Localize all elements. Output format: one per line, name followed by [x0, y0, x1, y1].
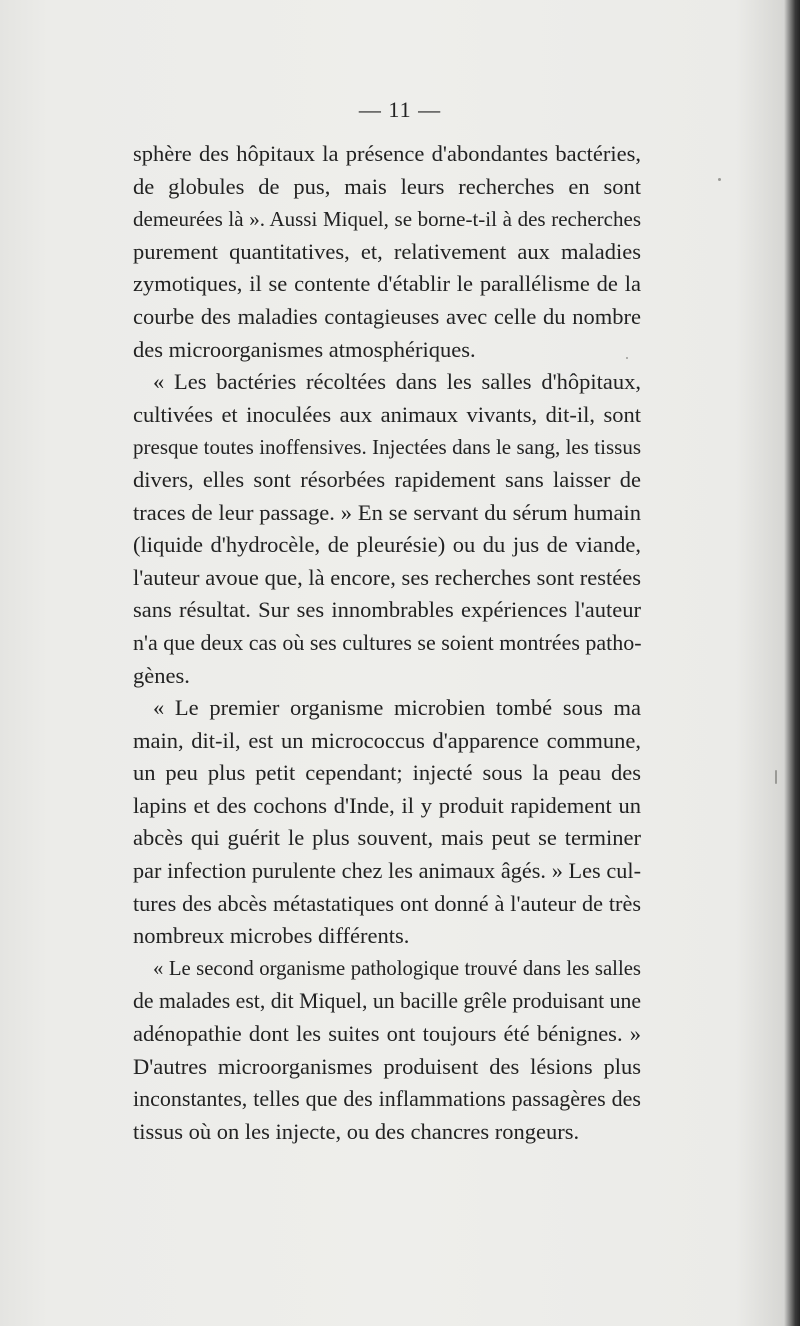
text-line: gènes.	[133, 662, 190, 688]
text-line: « Le premier organisme microbien tombé sous ma	[153, 695, 641, 721]
text-line: courbe des maladies contagieuses avec celle du nombre	[133, 303, 641, 329]
text-line: divers, elles sont résorbées rapidement sans laisser de	[133, 466, 641, 492]
text-line: tures des abcès métastatiques ont donné à l'auteur de très	[133, 890, 641, 916]
paper-speck	[775, 770, 777, 784]
text-line: nombreux microbes différents.	[133, 923, 410, 949]
text-line: sphère des hôpitaux la présence d'abondantes bactéries,	[133, 141, 641, 166]
text-line: (liquide d'hydrocèle, de pleurésie) ou du jus de viande,	[133, 532, 641, 558]
text-line: cultivées et inoculées aux animaux vivants, dit-il, sont	[133, 401, 641, 427]
text-line: abcès qui guérit le plus souvent, mais peut se terminer	[133, 825, 641, 851]
text-line: des microorganismes atmosphériques.	[133, 336, 476, 362]
page-number-header: — 11 —	[358, 97, 442, 122]
text-line: purement quantitatives, et, relativement aux maladies	[133, 238, 641, 264]
text-line: demeurées là ». Aussi Miquel, se borne-t-il à des recherches	[133, 207, 641, 232]
text-line: lapins et des cochons d'Inde, il y produit rapidement un	[133, 792, 641, 818]
paper-speck	[718, 178, 721, 181]
paper-speck	[626, 357, 628, 359]
text-line: sans résultat. Sur ses innombrables expériences l'auteur	[133, 597, 641, 623]
text-line: « Le second organisme pathologique trouvé dans les salles	[153, 957, 641, 980]
text-line: de malades est, dit Miquel, un bacille grêle produisant une	[133, 989, 641, 1014]
body-text	[133, 138, 641, 1148]
text-line: « Les bactéries récoltées dans les salles d'hôpitaux,	[153, 369, 641, 395]
text-line: de globules de pus, mais leurs recherches en sont	[133, 173, 641, 199]
text-line: traces de leur passage. » En se servant du sérum humain	[133, 499, 641, 525]
text-line: un peu plus petit cependant; injecté sous la peau des	[133, 760, 641, 786]
text-line: inconstantes, telles que des inflammations passagères des	[133, 1086, 641, 1112]
text-line: presque toutes inoffensives. Injectées dans le sang, les tissus	[133, 435, 641, 460]
text-line: adénopathie dont les suites ont toujours été bénignes. »	[133, 1021, 641, 1047]
text-line: n'a que deux cas où ses cultures se soient montrées patho-	[133, 629, 642, 655]
text-line: par infection purulente chez les animaux âgés. » Les cul-	[133, 858, 641, 884]
text-line: zymotiques, il se contente d'établir le parallélisme de la	[133, 271, 641, 297]
text-line: l'auteur avoue que, là encore, ses recherches sont restées	[133, 564, 641, 590]
text-line: main, dit-il, est un micrococcus d'apparence commune,	[133, 727, 641, 753]
text-line: tissus où on les injecte, ou des chancres rongeurs.	[133, 1118, 580, 1144]
text-line: D'autres microorganismes produisent des lésions plus	[133, 1053, 641, 1079]
